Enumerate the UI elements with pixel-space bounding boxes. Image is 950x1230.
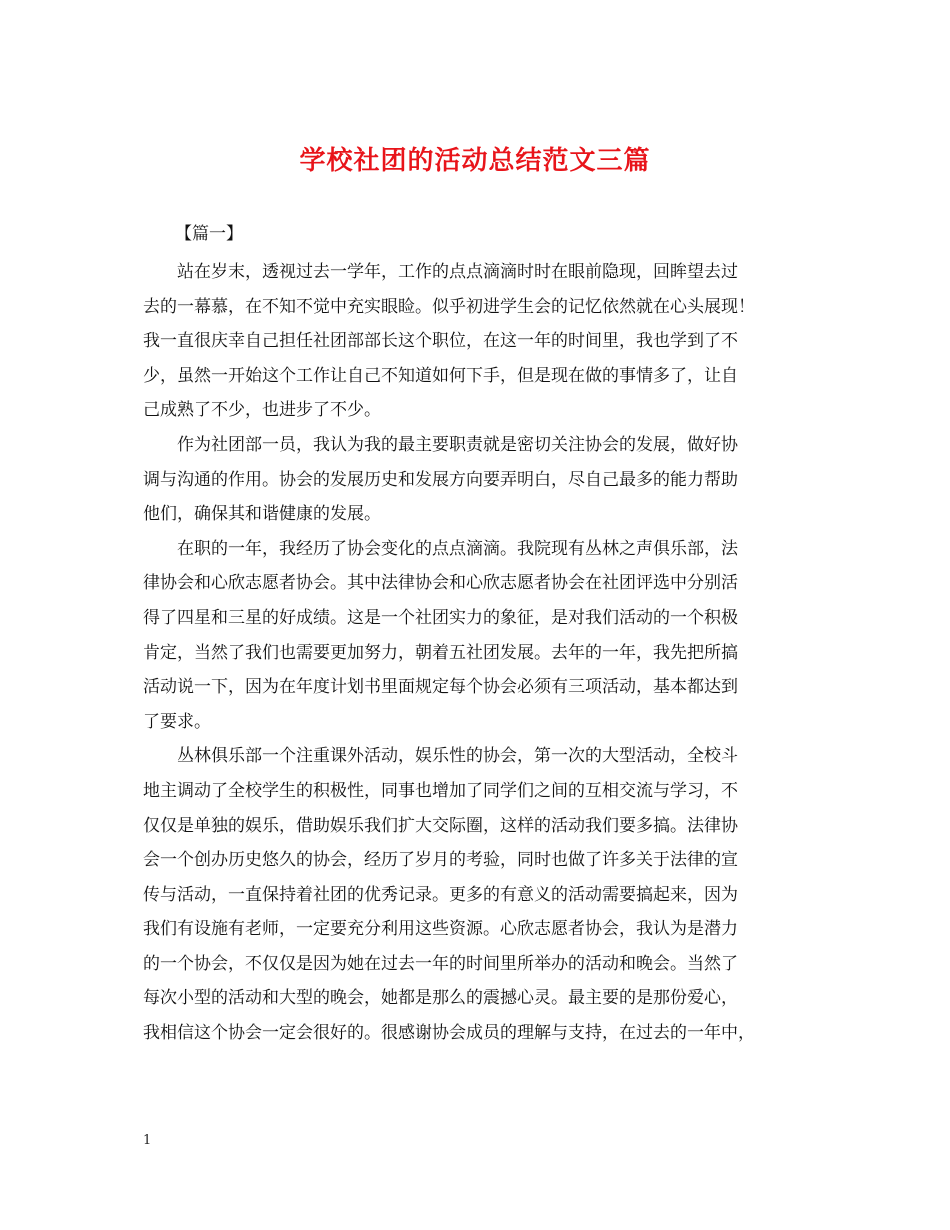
paragraph-line: 的一个协会，不仅仅是因为她在过去一年的时间里所举办的活动和晚会。当然了 bbox=[143, 953, 738, 974]
document-body bbox=[143, 255, 805, 1051]
paragraph bbox=[143, 739, 805, 1050]
paragraph-line: 传与活动，一直保持着社团的优秀记录。更多的有意义的活动需要搞起来，因为 bbox=[143, 884, 738, 905]
paragraph-line: 去的一幕慕，在不知不觉中充实眼睑。似乎初进学生会的记忆依然就在心头展现！ bbox=[143, 296, 755, 317]
paragraph bbox=[143, 428, 805, 532]
section-marker: 【篇一】 bbox=[175, 224, 243, 244]
paragraph-line: 会一个创办历史悠久的协会，经历了岁月的考验，同时也做了许多关于法律的宣 bbox=[143, 850, 738, 871]
paragraph-line: 我相信这个协会一定会很好的。很感谢协会成员的理解与支持，在过去的一年中， bbox=[143, 1023, 755, 1044]
paragraph-line: 得了四星和三星的好成绩。这是一个社团实力的象征，是对我们活动的一个积极 bbox=[143, 607, 738, 628]
paragraph-line: 我一直很庆幸自己担任社团部部长这个职位，在这一年的时间里，我也学到了不 bbox=[143, 331, 738, 352]
paragraph-line: 律协会和心欣志愿者协会。其中法律协会和心欣志愿者协会在社团评选中分别活 bbox=[143, 573, 738, 594]
document-title: 学校社团的活动总结范文三篇 bbox=[299, 146, 651, 176]
paragraph-line: 每次小型的活动和大型的晚会，她都是那么的震撼心灵。最主要的是那份爱心， bbox=[143, 988, 738, 1009]
page-number: 1 bbox=[143, 1133, 152, 1148]
paragraph-line: 了要求。 bbox=[143, 711, 211, 732]
paragraph-line: 站在岁末，透视过去一学年，工作的点点滴滴时时在眼前隐现，回眸望去过 bbox=[177, 262, 738, 282]
paragraph-line: 少，虽然一开始这个工作让自己不知道如何下手，但是现在做的事情多了，让自 bbox=[143, 365, 738, 386]
paragraph-line: 在职的一年，我经历了协会变化的点点滴滴。我院现有丛林之声俱乐部，法 bbox=[177, 538, 738, 559]
paragraph-line: 我们有设施有老师，一定要充分利用这些资源。心欣志愿者协会，我认为是潜力 bbox=[143, 919, 738, 940]
paragraph-line: 活动说一下，因为在年度计划书里面规定每个协会必须有三项活动，基本都达到 bbox=[143, 677, 738, 698]
paragraph-line: 地主调动了全校学生的积极性，同事也增加了同学们之间的互相交流与学习，不 bbox=[143, 780, 738, 801]
paragraph-line: 己成熟了不少，也进步了不少。 bbox=[143, 400, 381, 421]
paragraph-line: 他们，确保其和谐健康的发展。 bbox=[143, 504, 381, 525]
paragraph-line: 作为社团部一员，我认为我的最主要职责就是密切关注协会的发展，做好协 bbox=[177, 434, 738, 455]
paragraph-line: 调与沟通的作用。协会的发展历史和发展方向要弄明白，尽自己最多的能力帮助 bbox=[143, 469, 738, 490]
paragraph-line: 丛林俱乐部一个注重课外活动，娱乐性的协会，第一次的大型活动，全校斗 bbox=[177, 746, 738, 767]
paragraph-line: 仅仅是单独的娱乐，借助娱乐我们扩大交际圈，这样的活动我们要多搞。法律协 bbox=[143, 815, 738, 836]
paragraph bbox=[143, 255, 805, 428]
paragraph-line: 肯定，当然了我们也需要更加努力，朝着五社团发展。去年的一年，我先把所搞 bbox=[143, 642, 738, 663]
paragraph bbox=[143, 532, 805, 740]
